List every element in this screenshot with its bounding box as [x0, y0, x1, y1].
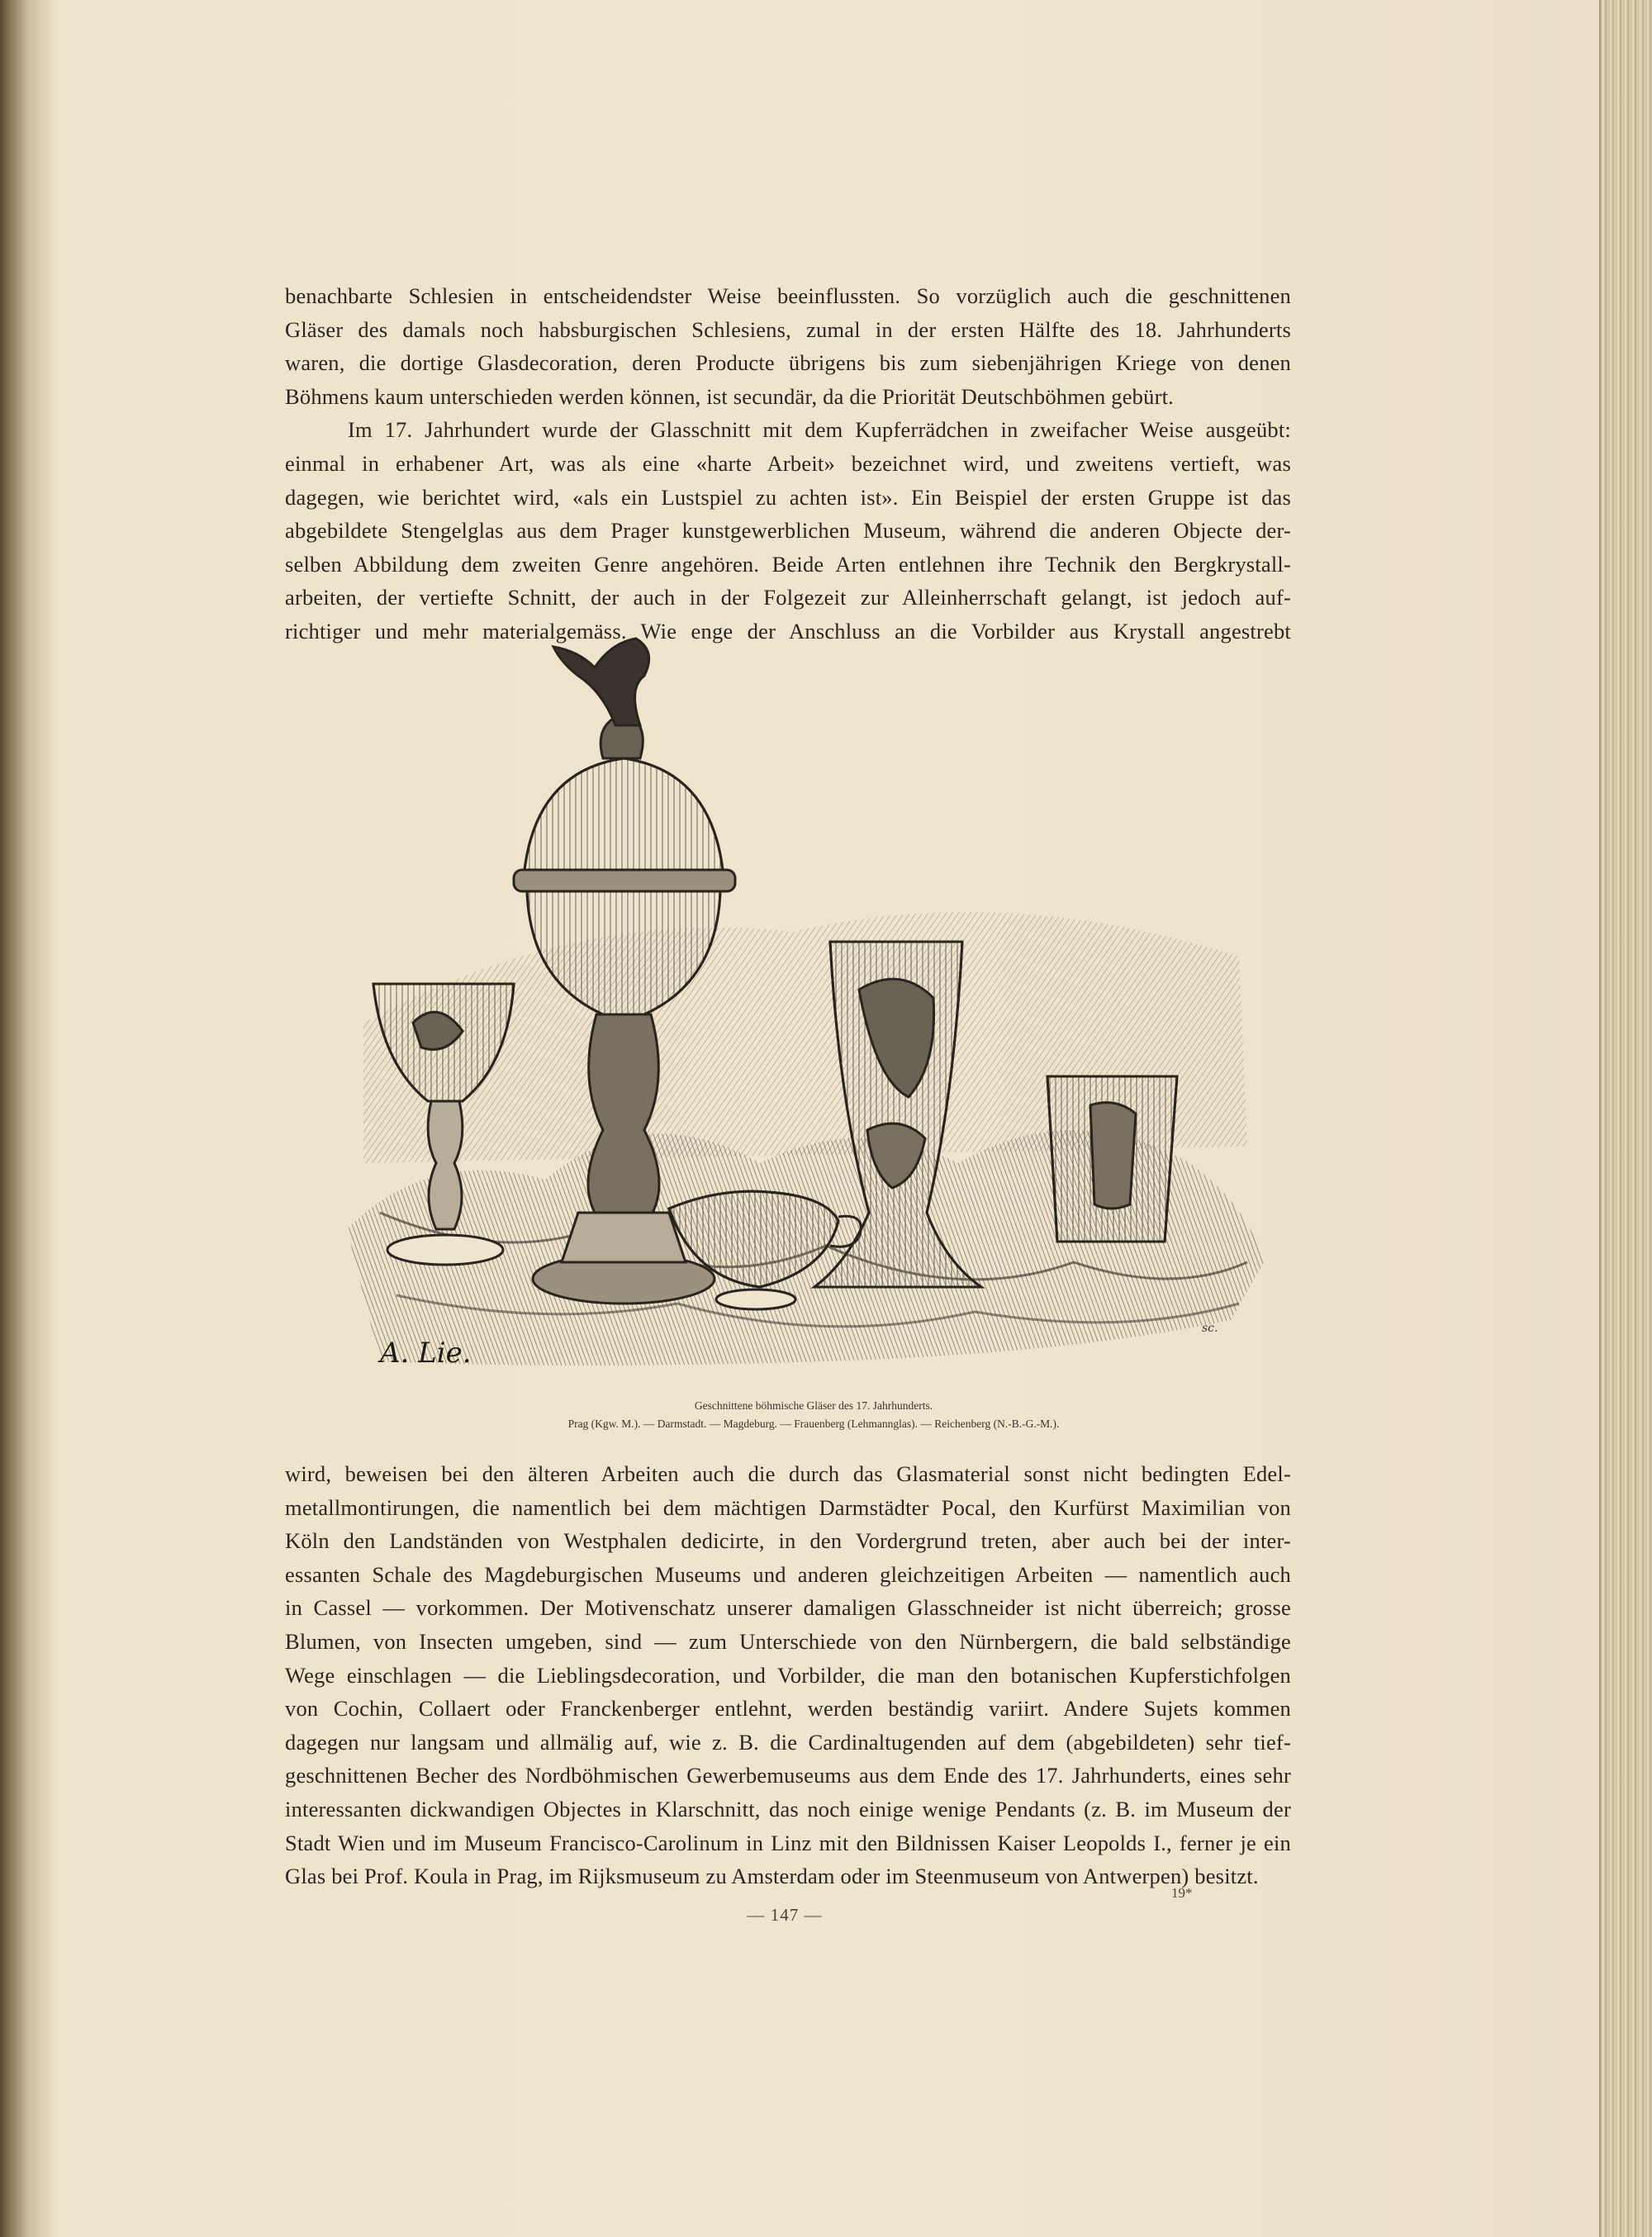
text-line: in Cassel — vorkommen. Der Motivenschatz unserer damaligen Glasschneider ist nicht überreich; grosse	[285, 1595, 1291, 1621]
small-beaker	[1047, 1076, 1177, 1242]
text-line: Wege einschlagen — die Lieblingsdecoration, und Vorbilder, die man den botanischen Kupferstichfolgen	[285, 1662, 1291, 1688]
text-line: Köln den Landständen von Westphalen dedicirte, in den Vordergrund treten, aber auch bei der inter-	[285, 1528, 1291, 1554]
artist-signature: A. Lie.	[380, 1337, 472, 1370]
page-number: — 147 —	[747, 1905, 823, 1925]
text-line: dagegen nur langsam und allmälig auf, wie z. B. die Cardinaltugenden auf dem (abgebildeten) sehr tief-	[285, 1729, 1291, 1755]
text-block-bottom	[285, 1457, 1291, 1893]
text-line: Blumen, von Insecten umgeben, sind — zum Unterschiede von den Nürnbergern, die bald selbständige	[285, 1628, 1291, 1654]
text-line: abgebildete Stengelglas aus dem Prager kunstgewerblichen Museum, während die anderen Objecte der-	[285, 518, 1291, 544]
text-line: von Cochin, Collaert oder Franckenberger entlehnt, werden beständig variirt. Andere Sujets kommen	[285, 1696, 1291, 1722]
text-line: metallmontirungen, die namentlich bei dem mächtigen Darmstädter Pocal, den Kurfürst Maximilian von	[285, 1494, 1291, 1520]
engraving-illustration	[330, 634, 1297, 1378]
text-line: benachbarte Schlesien in entscheidendster Weise beeinflussten. So vorzüglich auch die geschnittenen	[285, 283, 1291, 308]
text-line: Glas bei Prof. Koula in Prag, im Rijksmuseum zu Amsterdam oder im Steenmuseum von Antwerpen) besitzt.	[285, 1864, 1259, 1889]
figure-caption-sources: Prag (Kgw. M.). — Darmstadt. — Magdeburg. — Frauenberg (Lehmannglas). — Reichenberg (N.-B.-G.-M.).	[567, 1418, 1060, 1430]
figure-caption-title: Geschnittene böhmische Gläser des 17. Jahrhunderts.	[694, 1399, 933, 1412]
text-line: geschnittenen Becher des Nordböhmischen Gewerbemuseums aus dem Ende des 17. Jahrhunderts, eines sehr	[285, 1763, 1291, 1788]
book-gutter	[0, 0, 58, 2237]
text-line: Stadt Wien und im Museum Francisco-Carolinum in Linz mit den Bildnissen Kaiser Leopolds I., ferner je ein	[285, 1830, 1291, 1855]
signature-mark: 19*	[1171, 1885, 1193, 1901]
text-line: Gläser des damals noch habsburgischen Schlesiens, zumal in der ersten Hälfte des 18. Jahrhunderts	[285, 316, 1291, 342]
text-line: wird, beweisen bei den älteren Arbeiten auch die durch das Glasmaterial sonst nicht bedingten Edel-	[285, 1461, 1291, 1486]
text-line: dagegen, wie berichtet wird, «als ein Lustspiel zu achten ist». Ein Beispiel der ersten Gruppe ist das	[285, 484, 1291, 510]
text-line: selben Abbildung dem zweiten Genre angehören. Beide Arten entlehnen ihre Technik den Bergkrystall-	[285, 551, 1291, 577]
text-line: interessanten dickwandigen Objectes in Klarschnitt, das noch einige wenige Pendants (z. B. im Museum der	[285, 1796, 1291, 1821]
engraver-signature: sc.	[1202, 1322, 1218, 1335]
text-line: arbeiten, der vertiefte Schnitt, der auch in der Folgezeit zur Alleinherrschaft gelangt, ist jedoch auf-	[285, 585, 1291, 610]
text-line: Im 17. Jahrhundert wurde der Glasschnitt mit dem Kupferrädchen in zweifacher Weise ausgeübt:	[348, 417, 1291, 443]
text-line: waren, die dortige Glasdecoration, deren Producte übrigens bis zum siebenjährigen Kriege von denen	[285, 350, 1291, 376]
text-line: richtiger und mehr materialgemäss. Wie enge der Anschluss an die Vorbilder aus Krystall angestrebt	[285, 618, 1291, 644]
text-line: einmal in erhabener Art, was als eine «harte Arbeit» bezeichnet wird, und zweitens vertieft, was	[285, 450, 1291, 476]
text-line: essanten Schale des Magdeburgischen Museums und anderen gleichzeitigen Arbeiten — namentlich auch	[285, 1561, 1291, 1587]
text-block-top	[285, 279, 1291, 648]
text-line: Böhmens kaum unterschieden werden können, ist secundär, da die Priorität Deutschböhmen gebürt.	[285, 383, 1174, 409]
page-edges	[1599, 0, 1652, 2237]
